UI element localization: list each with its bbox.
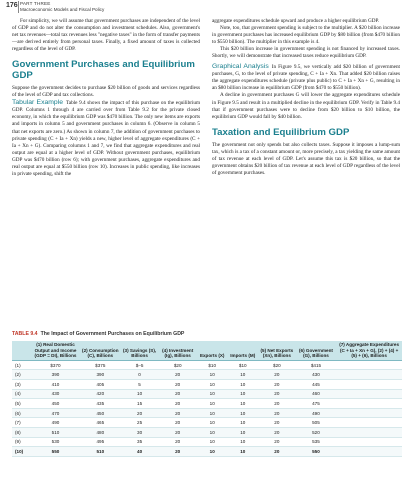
cell-gdp: 390 — [31, 370, 80, 380]
header-col-2: (2) Consumption (C), Billions — [80, 341, 121, 360]
right-paragraph-5: A decline in government purchases G will lower the aggregate expenditures schedule in Figure 9.5 and result in a multiplied decline in the equilibrium GDP. Verify in Table 9.4 that if government purchases were to decline from $20 billion to $10 billion, the equilibrium GDP would fall by $40 billion. — [212, 92, 400, 120]
cell-empty — [336, 418, 402, 428]
table-row — [12, 379, 402, 389]
section-heading-government-purchases: Government Purchases and Equilibrium GDP — [12, 59, 195, 81]
right-paragraph-1: aggregate expenditures schedule upward and produce a higher equilibrium GDP. — [212, 18, 380, 24]
cell-exports: $10 — [197, 360, 228, 370]
cell-consumption: 420 — [80, 389, 121, 399]
header-col-1: (1) Real Domestic Output and Income (GDP = DI), Billions — [31, 341, 80, 360]
cell-investment: 20 — [158, 389, 196, 399]
cell-empty — [336, 389, 402, 399]
cell-consumption: 405 — [80, 379, 121, 389]
cell-aggregate-expenditures: 445 — [296, 379, 337, 389]
cell-empty — [336, 437, 402, 447]
cell-government: 20 — [258, 447, 296, 457]
cell-empty — [336, 399, 402, 409]
cell-consumption: 465 — [80, 418, 121, 428]
cell-exports: 10 — [197, 427, 228, 437]
table-row — [12, 399, 402, 409]
cell-investment: $20 — [158, 360, 196, 370]
cell-imports: 10 — [227, 447, 258, 457]
cell-gdp: 470 — [31, 408, 80, 418]
cell-savings: 35 — [121, 437, 159, 447]
table-row — [12, 427, 402, 437]
cell-aggregate-expenditures: 460 — [296, 389, 337, 399]
cell-imports: 10 — [227, 418, 258, 428]
table-row — [12, 437, 402, 447]
cell-imports: 10 — [227, 408, 258, 418]
cell-exports: 10 — [197, 379, 228, 389]
table-header-row — [12, 341, 402, 360]
subheading-tabular-example: Tabular Example — [12, 99, 63, 107]
cell-aggregate-expenditures: $415 — [296, 360, 337, 370]
header-col-4: (4) Investment (Ig), Billions — [158, 341, 196, 360]
table-row — [12, 360, 402, 370]
left-paragraph-3-text: Table 9.4 shows the impact of this purchase on the equilibrium GDP. Columns 1 through 4 are carried over from Table 9.2 for the private closed economy, in which the equilibrium GDP was $470 billion. The only new items are exports and imports in column 5 and government purchases in column 6. (Observe in column 5 that net exports are zero.) As shown in column 7, the addition of government purchases to private spending (C + Ia + Xn) yields a new, higher level of aggregate expenditures (C + Ia + Xn + G). Comparing columns 1 and 7, we find that aggregate expenditures and real output are equal at a higher level of GDP. Without government purchases, equilibrium GDP was $470 billion (row 6); with government purchases, aggregate expenditures and real output are equal at $550 billion (row 10). Increases in public spending, like increases in private spending, shift the — [12, 100, 200, 177]
subheading-graphical-analysis: Graphical Analysis — [212, 63, 269, 71]
cell-investment: 20 — [158, 379, 196, 389]
cell-government: 20 — [258, 437, 296, 447]
cell-investment: 20 — [158, 427, 196, 437]
cell-exports: 10 — [197, 389, 228, 399]
cell-imports: 10 — [227, 370, 258, 380]
cell-empty — [336, 360, 402, 370]
header-col-5: (5) Net Exports (Xn), Billions — [258, 341, 296, 360]
header-imports: Imports (M) — [227, 341, 258, 360]
row-label: (1) — [12, 360, 31, 370]
cell-gdp: 530 — [31, 437, 80, 447]
cell-investment: 20 — [158, 447, 196, 457]
left-paragraph-1: For simplicity, we will assume that government purchases are independent of the level of GDP and do not alter the consumption and investment schedules. Also, government's net tax revenues—total tax revenues less "negative taxes" in the form of transfer payments—are derived entirely from personal taxes. Finally, a fixed amount of taxes is collected regardless of the level of GDP. — [12, 18, 200, 53]
cell-imports: 10 — [227, 427, 258, 437]
row-label: (4) — [12, 389, 31, 399]
table-caption — [12, 331, 184, 337]
row-label: (8) — [12, 427, 31, 437]
cell-gdp: 510 — [31, 427, 80, 437]
header-divider — [18, 1, 19, 13]
cell-empty — [336, 427, 402, 437]
cell-investment: 20 — [158, 408, 196, 418]
cell-imports: 10 — [227, 389, 258, 399]
cell-exports: 10 — [197, 399, 228, 409]
cell-savings: 10 — [121, 389, 159, 399]
cell-aggregate-expenditures: 550 — [296, 447, 337, 457]
cell-savings: 30 — [121, 427, 159, 437]
cell-government: 20 — [258, 408, 296, 418]
part-title: Macroeconomic Models and Fiscal Policy — [20, 7, 105, 12]
row-label: (10) — [12, 447, 31, 457]
cell-investment: 20 — [158, 437, 196, 447]
header-col-6: (6) Government (G), Billions — [296, 341, 337, 360]
cell-imports: 10 — [227, 399, 258, 409]
table-row-equilibrium — [12, 447, 402, 457]
table-row — [12, 370, 402, 380]
cell-aggregate-expenditures: 475 — [296, 399, 337, 409]
cell-consumption: $375 — [80, 360, 121, 370]
cell-aggregate-expenditures: 535 — [296, 437, 337, 447]
cell-imports: 10 — [227, 437, 258, 447]
cell-savings: 5 — [121, 379, 159, 389]
right-column — [212, 18, 400, 177]
cell-empty — [336, 379, 402, 389]
government-purchases-table — [12, 341, 402, 457]
table-row — [12, 389, 402, 399]
table-row — [12, 408, 402, 418]
right-paragraph-4 — [212, 63, 400, 92]
cell-savings: 15 — [121, 399, 159, 409]
header-col-3: (3) Savings (S), Billions — [121, 341, 159, 360]
left-paragraph-3 — [12, 99, 200, 178]
right-paragraph-6: The government not only spends but also collects taxes. Suppose it imposes a lump-sum tax, which is a tax of a constant amount or, more precisely, a tax yielding the same amount of tax revenue at each level of GDP. Let's assume this tax is $20 billion, so that the government obtains $20 billion of tax revenue at each level of GDP regardless of the level of government purchases. — [212, 142, 400, 177]
cell-aggregate-expenditures: 505 — [296, 418, 337, 428]
row-label: (7) — [12, 418, 31, 428]
left-paragraph-2: Suppose the government decides to purchase $20 billion of goods and services regardless of the level of GDP and tax collections. — [12, 85, 200, 99]
page-number: 176 — [6, 2, 18, 9]
cell-government: 20 — [258, 370, 296, 380]
row-label: (3) — [12, 379, 31, 389]
right-paragraph-3: This $20 billion increase in government spending is not financed by increased taxes. Shortly, we will demonstrate that increased taxes reduce equilibrium GDP. — [212, 46, 400, 60]
cell-aggregate-expenditures: 520 — [296, 427, 337, 437]
cell-savings: 40 — [121, 447, 159, 457]
header-row-index — [12, 341, 31, 360]
cell-government: 20 — [258, 427, 296, 437]
cell-exports: 10 — [197, 447, 228, 457]
cell-imports: 10 — [227, 379, 258, 389]
cell-imports: $10 — [227, 360, 258, 370]
cell-consumption: 435 — [80, 399, 121, 409]
row-label: (9) — [12, 437, 31, 447]
row-label: (5) — [12, 399, 31, 409]
cell-government: 20 — [258, 379, 296, 389]
cell-aggregate-expenditures: 490 — [296, 408, 337, 418]
cell-savings: 0 — [121, 370, 159, 380]
cell-exports: 10 — [197, 418, 228, 428]
table-title: The Impact of Government Purchases on Equilibrium GDP — [40, 331, 185, 337]
cell-savings: 25 — [121, 418, 159, 428]
table-number: TABLE 9.4 — [12, 331, 38, 337]
cell-consumption: 390 — [80, 370, 121, 380]
cell-savings: $–5 — [121, 360, 159, 370]
cell-gdp: $370 — [31, 360, 80, 370]
cell-gdp: 490 — [31, 418, 80, 428]
cell-exports: 10 — [197, 370, 228, 380]
cell-investment: 20 — [158, 399, 196, 409]
cell-empty — [336, 370, 402, 380]
header-col-7: (7) Aggregate Expenditures (C + Ia + Xn + G), (2) + (4) + (5) + (6), Billions — [336, 341, 402, 360]
cell-consumption: 510 — [80, 447, 121, 457]
cell-gdp: 550 — [31, 447, 80, 457]
cell-consumption: 495 — [80, 437, 121, 447]
cell-government: 20 — [258, 399, 296, 409]
part-label: PART THREE — [20, 1, 51, 6]
row-label: (2) — [12, 370, 31, 380]
right-paragraph-4-text: In Figure 9.5, we vertically add $20 billion of government purchases, G, to the level of private spending, C + Ia + Xn. That added $20 billion raises the aggregate expenditures schedule (private plus public) to C + Ia + Xn + G, resulting in an $80 billion increase in equilibrium GDP (from $470 to $550 billion). — [212, 64, 400, 92]
cell-government: $20 — [258, 360, 296, 370]
cell-investment: 20 — [158, 418, 196, 428]
cell-exports: 10 — [197, 437, 228, 447]
cell-gdp: 450 — [31, 399, 80, 409]
right-paragraph-2: Note, too, that government spending is subject to the multiplier. A $20 billion increase in government purchases has increased equilibrium GDP by $80 billion (from $470 billion to $550 billion). The multiplier in this example is 4. — [212, 25, 400, 46]
cell-aggregate-expenditures: 430 — [296, 370, 337, 380]
row-label: (6) — [12, 408, 31, 418]
cell-government: 20 — [258, 389, 296, 399]
section-heading-taxation: Taxation and Equilibrium GDP — [212, 126, 350, 138]
left-column — [12, 18, 200, 178]
cell-government: 20 — [258, 418, 296, 428]
table-row — [12, 418, 402, 428]
cell-savings: 20 — [121, 408, 159, 418]
cell-gdp: 410 — [31, 379, 80, 389]
header-exports: Exports (X) — [197, 341, 228, 360]
cell-consumption: 450 — [80, 408, 121, 418]
cell-empty — [336, 408, 402, 418]
cell-gdp: 430 — [31, 389, 80, 399]
cell-exports: 10 — [197, 408, 228, 418]
cell-empty — [336, 447, 402, 457]
cell-investment: 20 — [158, 370, 196, 380]
cell-consumption: 480 — [80, 427, 121, 437]
